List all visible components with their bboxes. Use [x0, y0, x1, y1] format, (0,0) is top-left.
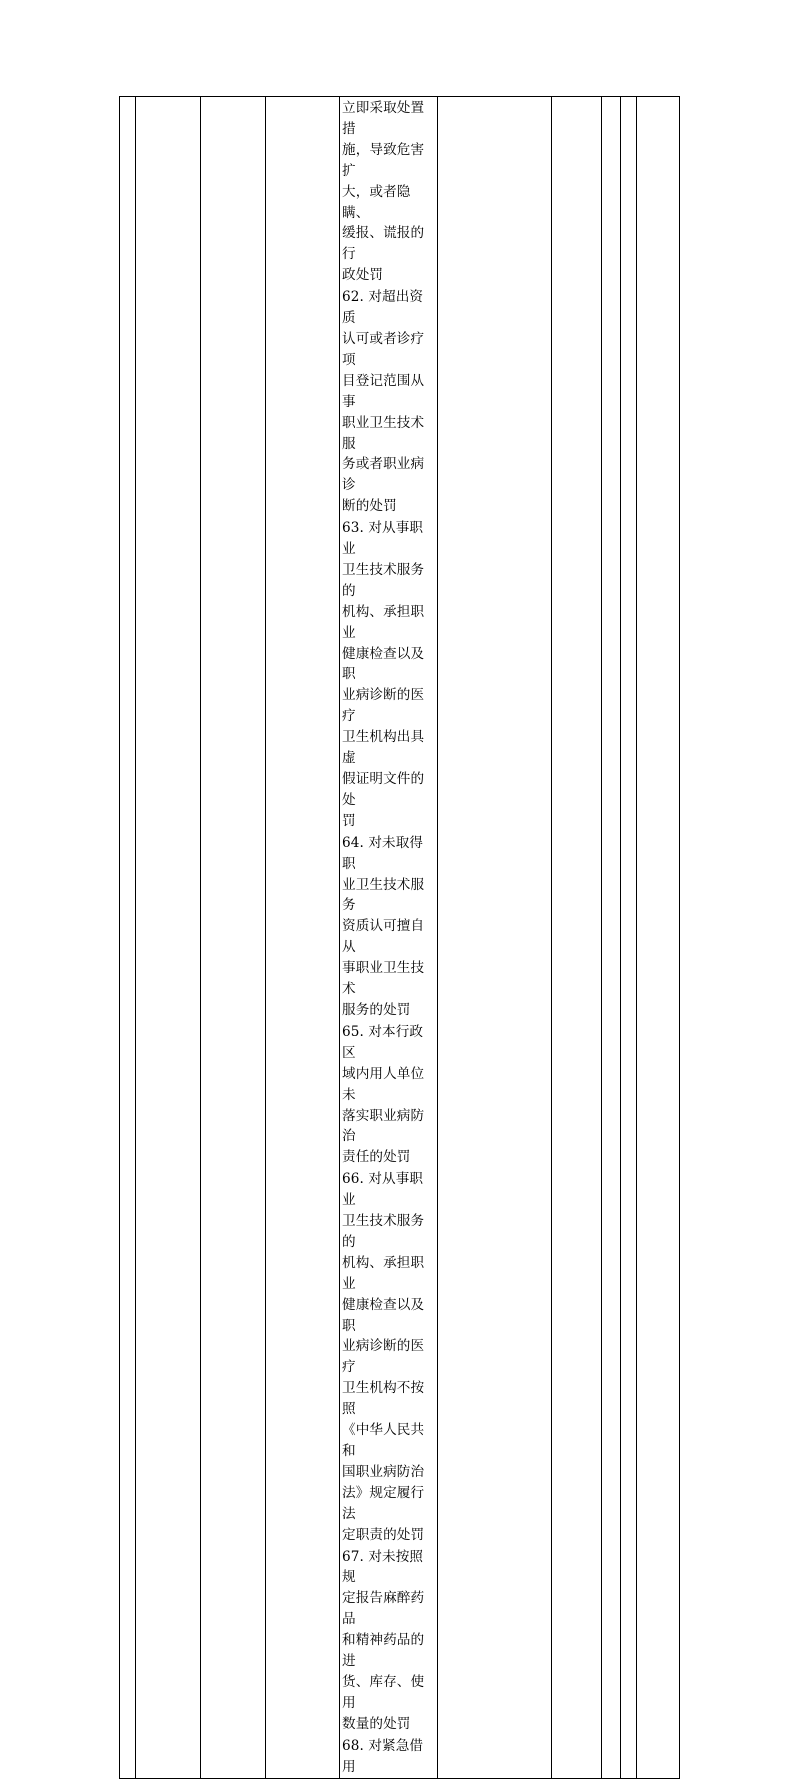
list-item: 67. 对未按照规 定报告麻醉药品 和精神药品的进 货、库存、使用 数量的处罚: [342, 1548, 425, 1732]
list-item: 立即采取处置措 施，导致危害扩 大，或者隐瞒、 缓报、谎报的行 政处罚: [342, 100, 425, 284]
table-cell-item-names: [340, 97, 438, 1779]
table-cell: [266, 97, 340, 1779]
list-item: 66. 对从事职业 卫生技术服务的 机构、承担职业 健康检查以及职 业病诊断的医疗 卫生机构不按照 《中华人民共和 国职业病防治 法》规定履行法 定职责的处罚: [342, 1171, 425, 1543]
penalty-items-table: [119, 96, 680, 1779]
table-cell: [552, 97, 602, 1779]
table-cell: [637, 97, 680, 1779]
table-cell: [201, 97, 266, 1779]
list-item: 62. 对超出资质 认可或者诊疗项 目登记范围从事 职业卫生技术服 务或者职业病诊 断的处罚: [342, 289, 425, 515]
table-cell: [438, 97, 552, 1779]
table-row: [120, 97, 680, 1779]
list-item: 64. 对未取得职 业卫生技术服务 资质认可擅自从 事职业卫生技术 服务的处罚: [342, 834, 425, 1018]
table-cell: [621, 97, 637, 1779]
list-item: 65. 对本行政区 域内用人单位未 落实职业病防治 责任的处罚: [342, 1023, 425, 1166]
table-cell: [602, 97, 621, 1779]
table-cell: [136, 97, 201, 1779]
table-cell-index: [120, 97, 136, 1779]
list-item: 63. 对从事职业 卫生技术服务的 机构、承担职业 健康检查以及职 业病诊断的医疗 卫生机构出具虚 假证明文件的处 罚: [342, 520, 425, 829]
list-item: 68. 对紧急借用: [342, 1737, 424, 1775]
